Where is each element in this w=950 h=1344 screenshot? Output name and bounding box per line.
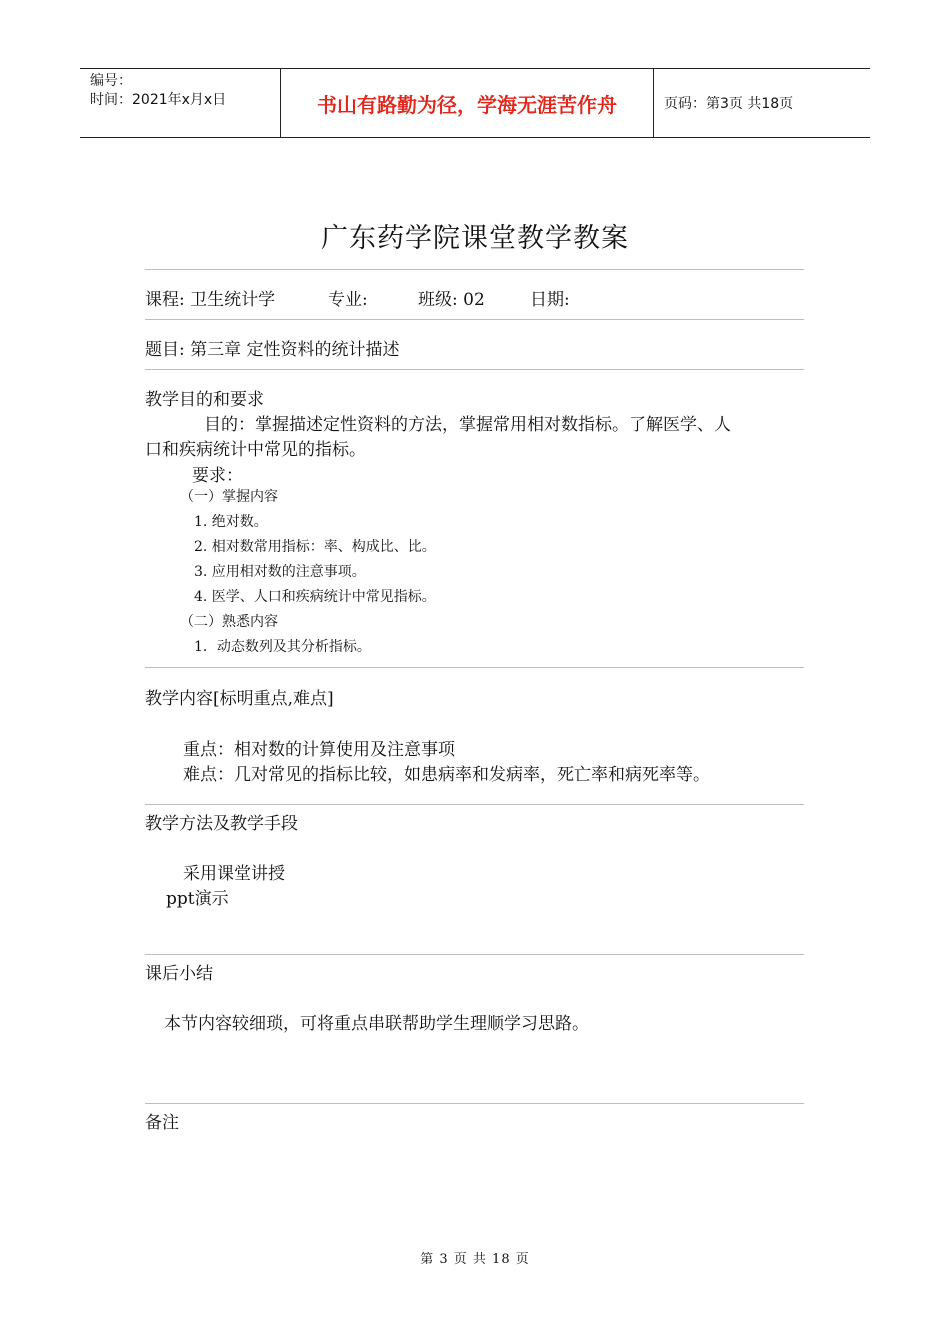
divider: [145, 269, 804, 270]
summary-heading: 课后小结: [145, 964, 213, 984]
course-field: 课程: 卫生统计学: [145, 290, 276, 310]
requirements-label: 要求：: [192, 466, 243, 486]
list-item: 1. 绝对数。: [194, 514, 268, 530]
content-heading: 教学内容[标明重点,难点]: [145, 689, 334, 709]
divider: [145, 667, 804, 668]
page-footer: 第 3 页 共 18 页: [420, 1252, 530, 1267]
goals-line-1: 目的：掌握描述定性资料的方法，掌握常用相对数指标。了解医学、人: [204, 415, 731, 435]
major-field: 专业:: [328, 290, 368, 310]
divider: [145, 1103, 804, 1104]
goals-line-2: 口和疾病统计中常见的指标。: [145, 440, 366, 460]
method-2: ppt演示: [166, 889, 229, 909]
difficulty: 难点：几对常见的指标比较，如患病率和发病率，死亡率和病死率等。: [183, 765, 710, 785]
divider: [145, 319, 804, 320]
divider: [145, 804, 804, 805]
topic: 题目: 第三章 定性资料的统计描述: [145, 340, 400, 360]
header-table: [80, 68, 870, 138]
methods-heading: 教学方法及教学手段: [145, 814, 298, 834]
master-heading: （一）掌握内容: [180, 489, 278, 505]
summary-text: 本节内容较细琐，可将重点串联帮助学生理顺学习思路。: [164, 1014, 589, 1034]
time-label: 时间：2021年x月x日: [90, 92, 227, 108]
list-item: 1．动态数列及其分析指标。: [194, 639, 371, 655]
list-item: 2. 相对数常用指标：率、构成比、比。: [194, 539, 436, 555]
familiar-heading: （二）熟悉内容: [180, 614, 278, 630]
class-field: 班级: 02: [418, 290, 485, 310]
list-item: 3. 应用相对数的注意事项。: [194, 564, 366, 580]
goals-heading: 教学目的和要求: [145, 390, 264, 410]
divider: [145, 954, 804, 955]
date-field: 日期:: [530, 290, 570, 310]
header-meta-cell: [80, 69, 281, 137]
page-title: 广东药学院课堂教学教案: [321, 223, 629, 254]
divider: [145, 369, 804, 370]
key-point: 重点：相对数的计算使用及注意事项: [183, 740, 455, 760]
list-item: 4. 医学、人口和疾病统计中常见指标。: [194, 589, 436, 605]
motto: 书山有路勤为径，学海无涯苦作舟: [281, 69, 654, 137]
method-1: 采用课堂讲授: [183, 864, 285, 884]
page-label: 页码：第3页 共18页: [664, 96, 794, 112]
notes-heading: 备注: [145, 1113, 179, 1133]
number-label: 编号：: [90, 73, 132, 89]
